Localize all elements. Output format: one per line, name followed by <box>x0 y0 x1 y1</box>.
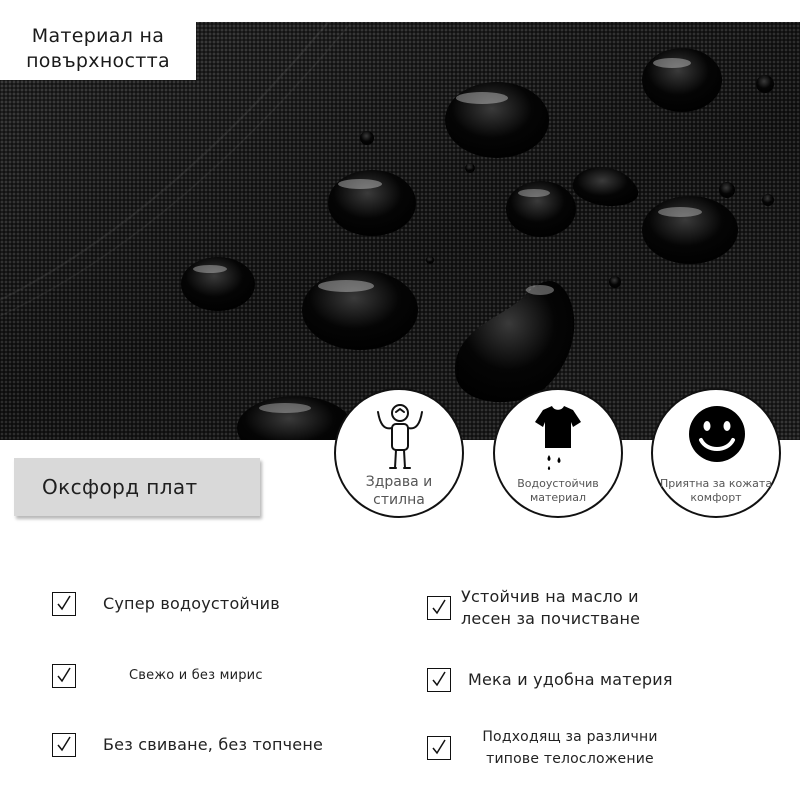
feature-text: Супер водоустойчив <box>103 594 280 613</box>
feature-item <box>52 733 323 757</box>
feature-text: Подходящ за различни типове телосложение <box>482 729 658 767</box>
droplet-group <box>181 48 774 440</box>
checkbox-check-icon <box>427 668 451 692</box>
checkbox-check-icon <box>52 592 76 616</box>
feature-item <box>52 664 263 688</box>
person-icon <box>336 400 462 470</box>
badge-label: Водоустойчив материал <box>517 477 599 504</box>
feature-text: Без свиване, без топчене <box>103 735 324 754</box>
tshirt-water-drops-icon <box>495 400 621 470</box>
feature-text: Свежо и без мирис <box>129 668 263 683</box>
feature-item <box>427 668 673 692</box>
checkbox-check-icon <box>52 664 76 688</box>
smiley-face-icon <box>653 400 779 470</box>
feature-item <box>427 726 665 770</box>
feature-item <box>52 592 280 616</box>
checkbox-check-icon <box>427 736 451 760</box>
feature-text: Устойчив на масло и лесен за почистване <box>461 587 641 628</box>
badge-skin-friendly <box>651 388 781 518</box>
checkbox-check-icon <box>52 733 76 757</box>
badge-waterproof <box>493 388 623 518</box>
checkbox-check-icon <box>427 596 451 620</box>
oxford-fabric-label: Оксфорд плат <box>14 458 260 516</box>
badge-label: Здрава и стилна <box>365 474 433 508</box>
badge-durable-stylish <box>334 388 464 518</box>
feature-text: Мека и удобна материя <box>468 670 673 689</box>
surface-material-label: Материал на повърхността <box>0 18 196 80</box>
feature-item <box>427 586 661 630</box>
badge-label: Приятна за кожата комфорт <box>659 477 773 504</box>
